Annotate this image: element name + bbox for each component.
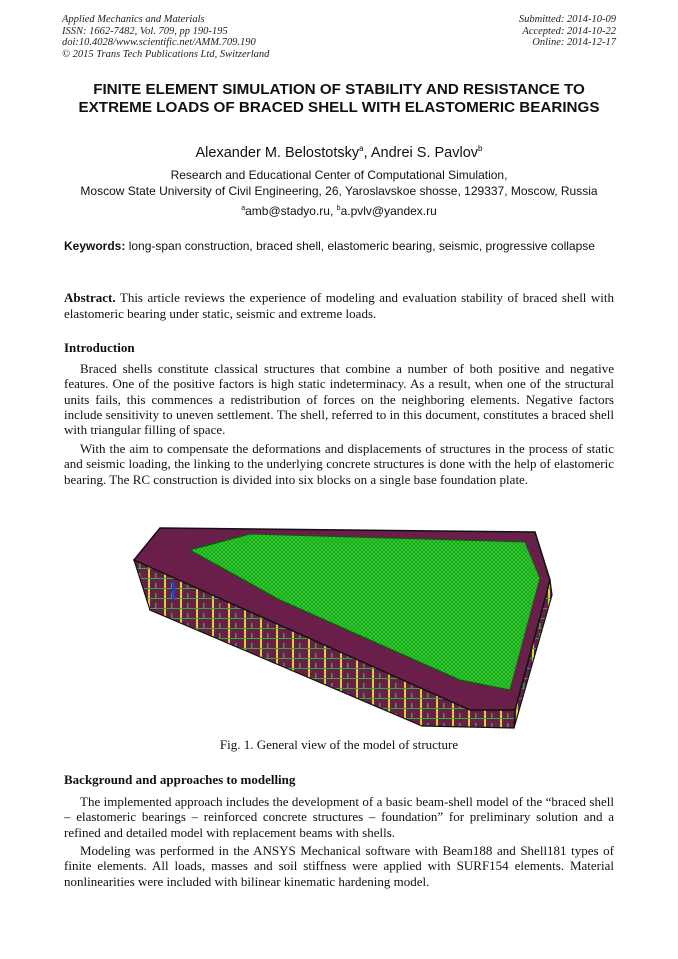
header-left bbox=[62, 14, 269, 60]
background-paragraph-2: Modeling was performed in the ANSYS Mechanical software with Beam188 and Shell181 types of finite elements. All loads, masses and soil stiffness were applied with SURF154 elements. Material nonlinearities were included with bilinear kinematic hardening model. bbox=[64, 843, 614, 889]
emails bbox=[0, 204, 678, 218]
copyright: © 2015 Trans Tech Publications Ltd, Switzerland bbox=[62, 48, 270, 60]
issn: ISSN: 1662-7482, Vol. 709, pp 190-195 bbox=[62, 25, 228, 37]
affiliation bbox=[0, 167, 678, 199]
accepted-date: Accepted: 2014-10-22 bbox=[522, 25, 616, 37]
email-b: a.pvlv@yandex.ru bbox=[340, 204, 437, 218]
submitted-date: Submitted: 2014-10-09 bbox=[518, 14, 616, 25]
affiliation-line-1: Research and Educational Center of Computational Simulation, bbox=[170, 168, 508, 182]
header-right bbox=[519, 14, 616, 49]
intro-heading: Introduction bbox=[64, 340, 135, 355]
email-b-sup: b bbox=[336, 205, 341, 212]
structure-model-figure bbox=[130, 520, 558, 730]
paper-title: FINITE ELEMENT SIMULATION OF STABILITY AND RESISTANCE TO EXTREME LOADS OF BRACED SHELL WITH ELASTOMERIC BEARINGS bbox=[78, 81, 600, 116]
author-2-sup: b bbox=[478, 144, 483, 153]
background-paragraph-1: The implemented approach includes the development of a basic beam-shell model of the “braced shell – elastomeric bearings – reinforced concrete structures – foundation” for preliminary solution and a refined and detailed model with replacement beams with shells. bbox=[64, 794, 614, 840]
intro-paragraph-2: With the aim to compensate the deformations and displacements of structures in the process of static and seismic loading, the linking to the underlying concrete structures is done with the help of elastomeric bearing. The RC construction is divided into six blocks on a single base foundation plate. bbox=[64, 441, 614, 487]
authors bbox=[0, 144, 678, 161]
author-2: Andrei S. Pavlov bbox=[370, 144, 479, 161]
author-1-sup: a bbox=[359, 144, 364, 153]
online-date: Online: 2014-12-17 bbox=[532, 37, 616, 48]
intro-paragraph-1: Braced shells constitute classical structures that combine a number of both positive and negative features. One of the positive factors is high static indeterminacy. As a result, when one of the structural units fails, this commences a redistribution of forces on the neighboring elements. Negative factors include sensitivity to uneven settlement. The shell, referred to in this document, constitutes a braced shell with triangular filling of space. bbox=[64, 361, 614, 438]
abstract-label: Abstract. bbox=[64, 290, 116, 305]
abstract-text: This article reviews the experience of modeling and evaluation stability of braced shell with elastomeric bearing under static, seismic and extreme loads. bbox=[64, 290, 614, 321]
figure-caption: Fig. 1. General view of the model of structure bbox=[219, 737, 459, 752]
keywords-label: Keywords: bbox=[64, 239, 126, 253]
coordinate-axes-icon bbox=[172, 582, 175, 600]
affiliation-line-2: Moscow State University of Civil Engineering, 26, Yaroslavskoe shosse, 129337, Moscow, Russia bbox=[80, 184, 598, 198]
keywords-text: long-span construction, braced shell, elastomeric bearing, seismic, progressive collapse bbox=[125, 239, 595, 253]
email-separator: , bbox=[329, 204, 337, 218]
author-separator: , bbox=[363, 144, 371, 161]
abstract bbox=[64, 290, 614, 321]
email-a: amb@stadyo.ru bbox=[245, 204, 330, 218]
doi: doi:10.4028/www.scientific.net/AMM.709.190 bbox=[62, 37, 256, 48]
keywords bbox=[64, 239, 614, 254]
author-1: Alexander M. Belostotsky bbox=[195, 144, 360, 161]
journal-name: Applied Mechanics and Materials bbox=[62, 14, 205, 25]
background-heading: Background and approaches to modelling bbox=[64, 772, 296, 787]
email-a-sup: a bbox=[241, 205, 246, 212]
